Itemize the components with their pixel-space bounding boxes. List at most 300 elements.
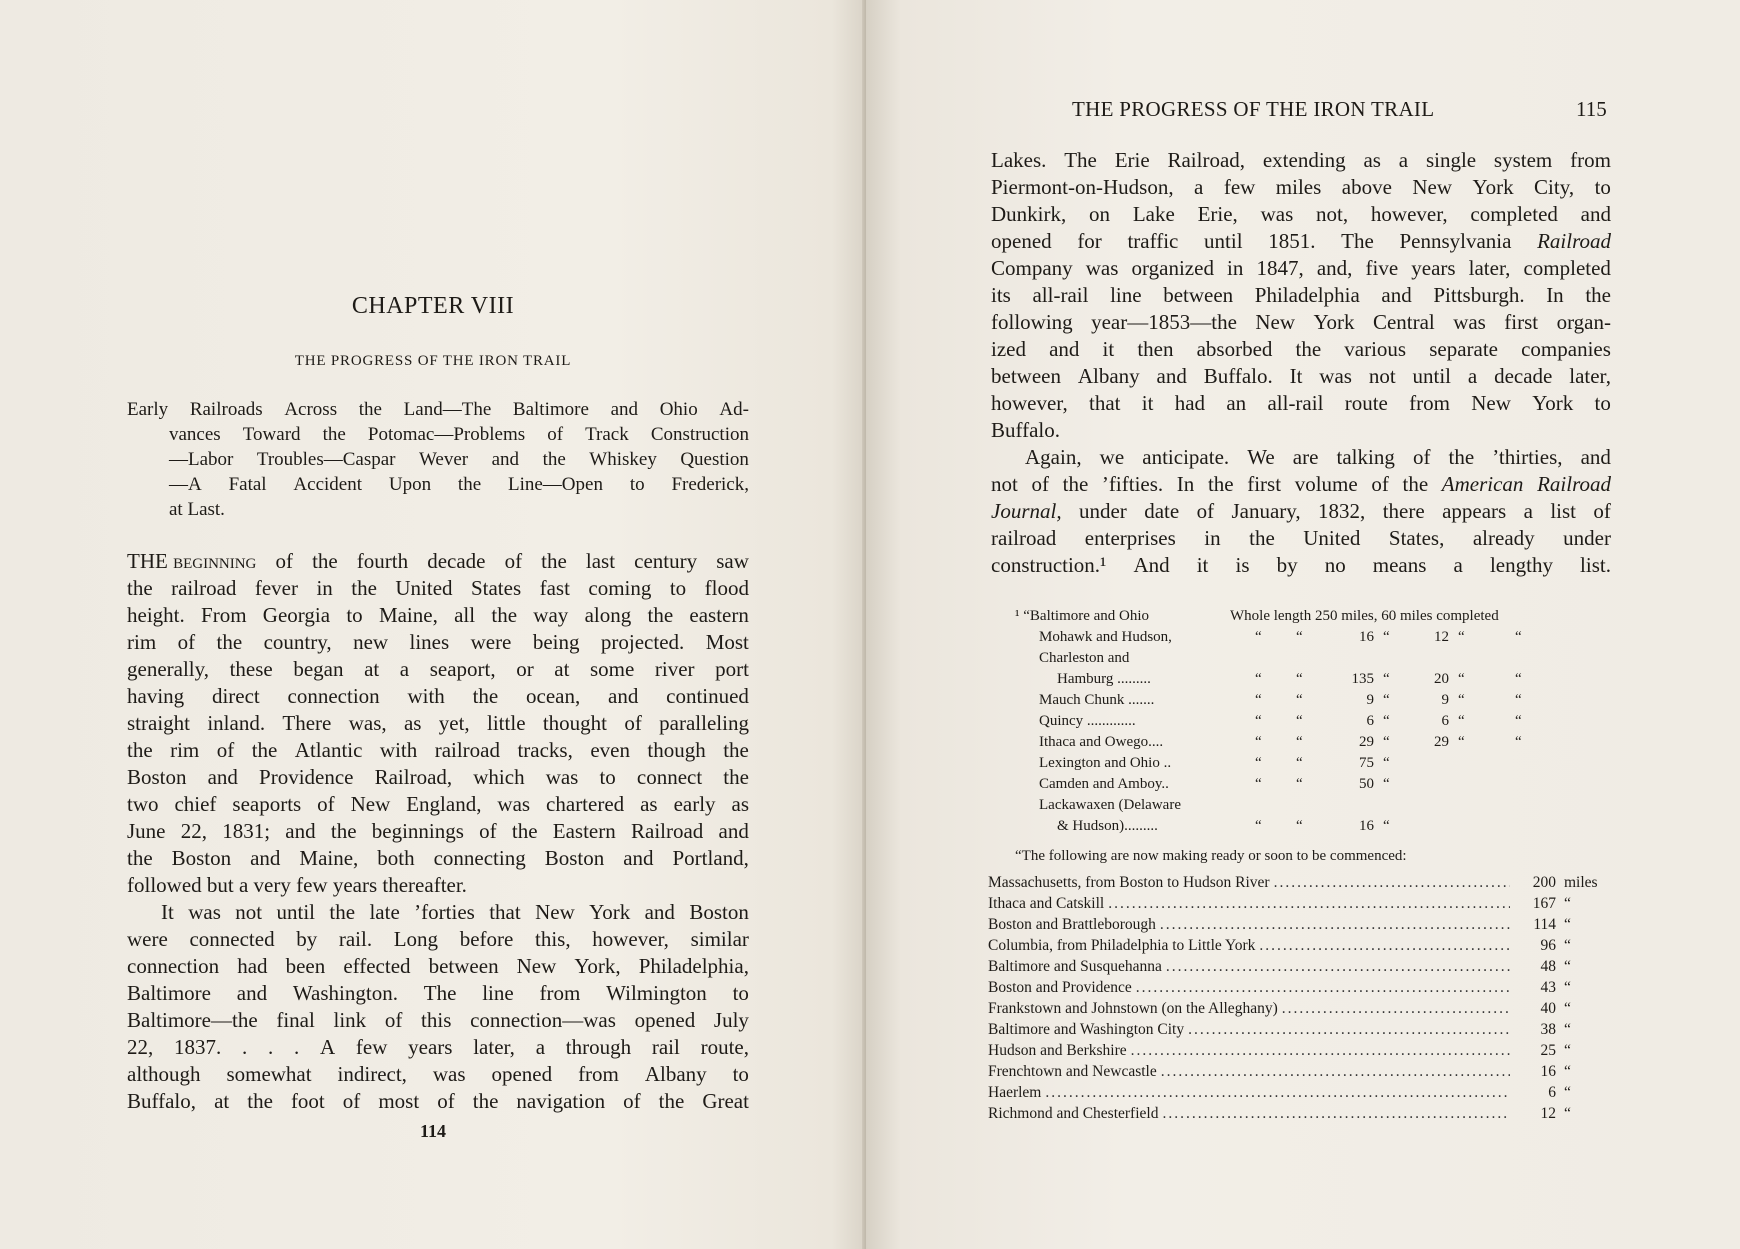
word: Lake: [1132, 202, 1175, 226]
word: York: [589, 900, 631, 924]
synopsis-word: to: [629, 474, 645, 495]
leader-dots: [1188, 1019, 1510, 1040]
word: railroad: [991, 526, 1057, 550]
word: of: [275, 549, 293, 573]
word: 1851.: [1268, 229, 1316, 253]
completed-value: 6: [1441, 713, 1449, 729]
word: absorbed: [1196, 337, 1273, 361]
word: There: [282, 711, 332, 735]
synopsis-word: Whiskey: [589, 449, 657, 470]
word: was: [1453, 310, 1486, 334]
word: the: [247, 1089, 273, 1113]
ditto-mark: “: [1458, 713, 1465, 729]
word: were: [127, 927, 168, 951]
word: this,: [534, 927, 571, 951]
planned-railroad-name: Baltimore and Washington City: [988, 1021, 1185, 1038]
word: seaports: [232, 792, 302, 816]
word: all-rail: [1032, 283, 1089, 307]
word: eastern: [689, 603, 749, 627]
planned-miles-unit: “: [1564, 895, 1571, 912]
word: the: [1585, 283, 1611, 307]
right-text-line: [991, 390, 1611, 417]
word: and: [623, 846, 654, 870]
word: beginnings: [371, 819, 464, 843]
word: And: [1133, 553, 1170, 577]
word: Again,: [1025, 445, 1082, 469]
planned-miles-value: 167: [1532, 895, 1556, 912]
ditto-mark: “: [1458, 734, 1465, 750]
word: The: [423, 981, 457, 1005]
word: lines: [409, 630, 450, 654]
planned-row: [988, 914, 1616, 935]
word: continued: [666, 684, 749, 708]
word: and: [1580, 445, 1611, 469]
railroad-name: & Hudson).........: [1057, 818, 1158, 834]
word: 22,: [180, 819, 207, 843]
word: York: [1313, 310, 1355, 334]
ditto-mark: “: [1515, 629, 1522, 645]
word: United: [1303, 526, 1361, 550]
word: and: [1049, 337, 1080, 361]
word: 1837.: [174, 1035, 222, 1059]
word: connection: [127, 954, 220, 978]
chapter-title: THE PROGRESS OF THE IRON TRAIL: [294, 353, 572, 369]
word: Philadelphia,: [638, 954, 749, 978]
leader-dots: [1274, 872, 1510, 893]
word: Company: [991, 256, 1073, 280]
word: century: [634, 549, 698, 573]
word: through: [565, 1035, 632, 1059]
word: new: [353, 630, 389, 654]
word: inland.: [207, 711, 266, 735]
word: by: [1276, 553, 1298, 577]
right-text-line: [991, 174, 1611, 201]
word: the: [330, 819, 357, 843]
synopsis-word: Toward: [242, 424, 301, 445]
planned-railroad-name: Columbia, from Philadelphia to Little York: [988, 937, 1256, 954]
word: and: [608, 684, 639, 708]
word: miles: [1275, 175, 1322, 199]
word: of: [504, 549, 523, 573]
word: to: [1594, 391, 1611, 415]
word: under: [1563, 526, 1611, 550]
whole-length-value: 6: [1366, 713, 1374, 729]
word: foot: [290, 1089, 325, 1113]
word: 22,: [127, 1035, 154, 1059]
completed-value: 20: [1434, 671, 1449, 687]
word: even: [590, 738, 630, 762]
word: a: [1523, 499, 1533, 523]
word: of: [479, 819, 497, 843]
word: this: [421, 1008, 452, 1032]
word: to: [732, 1062, 749, 1086]
synopsis-word: at Last.: [169, 499, 225, 520]
synopsis-word: Baltimore: [512, 399, 589, 420]
word: connected: [189, 927, 275, 951]
word: .: [268, 1035, 274, 1059]
word: from: [539, 981, 581, 1005]
word: had: [1174, 391, 1206, 415]
planned-railroad-name: Haerlem: [988, 1084, 1042, 1101]
ditto-mark: “: [1255, 818, 1262, 834]
word: ocean,: [526, 684, 581, 708]
word: five: [1365, 256, 1399, 280]
word: the: [1448, 445, 1475, 469]
word: ’fifties.: [1101, 472, 1164, 496]
railroad-name: Charleston and: [1039, 650, 1130, 666]
completed-value: 12: [1434, 629, 1449, 645]
synopsis-word: Line—Open: [507, 474, 603, 495]
word: a: [399, 657, 410, 681]
word: for: [1077, 229, 1102, 253]
word: the: [723, 765, 749, 789]
ditto-mark: “: [1458, 692, 1465, 708]
word: York,: [574, 954, 621, 978]
footnote-header-right: Whole length 250 miles, 60 miles completed: [1230, 608, 1499, 624]
word: City,: [1534, 175, 1575, 199]
planned-railroad-name: Ithaca and Catskill: [988, 895, 1105, 912]
word: States,: [1388, 526, 1445, 550]
word: opened: [991, 229, 1052, 253]
right-text-line: [991, 363, 1611, 390]
word: as: [1363, 148, 1381, 172]
word: appears: [1442, 499, 1507, 523]
ditto-mark: “: [1383, 713, 1390, 729]
right-text-line: [991, 525, 1611, 552]
word: the: [491, 603, 518, 627]
word: indirect,: [337, 1062, 407, 1086]
word: generally,: [127, 657, 210, 681]
word: Atlantic: [294, 738, 363, 762]
word: It: [161, 900, 174, 924]
word: paralleling: [659, 711, 749, 735]
word: between: [428, 954, 499, 978]
planned-railroad-name: Hudson and Berkshire: [988, 1042, 1127, 1059]
left-text-line: [127, 791, 749, 818]
planned-row: [988, 893, 1616, 914]
planned-miles-unit: “: [1564, 1084, 1571, 1101]
planned-miles-unit: “: [1564, 1063, 1571, 1080]
word: both: [377, 846, 415, 870]
word: that: [1089, 391, 1121, 415]
word: country,: [263, 630, 332, 654]
word: New: [1471, 391, 1511, 415]
planned-row: [988, 1040, 1616, 1061]
word: New: [350, 792, 391, 816]
ditto-mark: “: [1255, 629, 1262, 645]
word: and: [250, 846, 281, 870]
word: and: [1580, 202, 1611, 226]
running-head: THE PROGRESS OF THE IRON TRAIL: [1072, 97, 1435, 121]
planned-miles-unit: “: [1564, 937, 1571, 954]
word: Railroad: [631, 819, 704, 843]
word: at: [554, 657, 570, 681]
word: the: [127, 576, 153, 600]
word: A: [320, 1035, 336, 1059]
word: volume: [1294, 472, 1358, 496]
word: enterprises: [1084, 526, 1176, 550]
ditto-mark: “: [1383, 776, 1390, 792]
word: Railroad: [1537, 472, 1611, 496]
word: fever: [254, 576, 298, 600]
word: of: [1031, 472, 1049, 496]
synopsis-word: Upon: [388, 474, 432, 495]
ditto-mark: “: [1296, 671, 1303, 687]
word: already: [1472, 526, 1535, 550]
word: coming: [588, 576, 652, 600]
word: the: [1207, 472, 1234, 496]
word: Most: [705, 630, 749, 654]
word: Erie,: [1197, 202, 1238, 226]
word: a: [1467, 364, 1478, 388]
word: to: [669, 576, 687, 600]
word: Boston: [127, 765, 187, 789]
left-text-line: [127, 575, 749, 602]
planned-miles-value: 16: [1540, 1063, 1556, 1080]
left-text-line: [127, 1007, 749, 1034]
word: yet,: [438, 711, 470, 735]
synopsis-word: Potomac—Problems: [367, 424, 526, 445]
word: United: [395, 576, 453, 600]
word: was: [188, 900, 221, 924]
word: New: [1255, 310, 1295, 334]
word: an: [1226, 391, 1247, 415]
leader-dots: [1166, 956, 1510, 977]
word: ized: [991, 337, 1026, 361]
word: are: [1292, 445, 1319, 469]
word: no: [1324, 553, 1346, 577]
ditto-mark: “: [1255, 755, 1262, 771]
ditto-mark: “: [1383, 629, 1390, 645]
planned-railroad-name: Boston and Brattleborough: [988, 916, 1156, 933]
word: all-rail: [1267, 391, 1324, 415]
word: connection—was: [470, 1008, 616, 1032]
word: last: [585, 549, 616, 573]
word: few: [1223, 175, 1256, 199]
planned-miles-value: 25: [1540, 1042, 1556, 1059]
planned-miles-unit: “: [1564, 958, 1571, 975]
leader-dots: [1136, 977, 1510, 998]
planned-railroad-name: Baltimore and Susquehanna: [988, 958, 1162, 975]
word: talking: [1336, 445, 1395, 469]
left-text-line: [127, 1034, 749, 1061]
footnote-header-left: ¹ “Baltimore and Ohio: [1015, 608, 1150, 624]
word: at: [214, 1089, 230, 1113]
planned-miles-unit: “: [1564, 1105, 1571, 1122]
word: date: [1144, 499, 1180, 523]
synopsis-word: Land—The: [403, 399, 492, 420]
word: were: [470, 630, 512, 654]
word: similar: [690, 927, 749, 951]
planned-miles-unit: miles: [1564, 874, 1598, 891]
word: to: [346, 603, 363, 627]
word: however,: [1370, 202, 1448, 226]
word: completed: [1523, 256, 1611, 280]
word: route,: [700, 1035, 749, 1059]
word: tracks,: [517, 738, 573, 762]
right-text-line: [991, 201, 1611, 228]
word: a: [1453, 553, 1463, 577]
word: traffic: [1127, 229, 1179, 253]
word: system: [1493, 148, 1553, 172]
synopsis-line: [169, 497, 749, 522]
left-text-line: [127, 683, 749, 710]
word: fast: [539, 576, 570, 600]
word: Great: [702, 1089, 749, 1113]
word: of: [623, 1089, 641, 1113]
word: the: [1402, 472, 1429, 496]
ditto-mark: “: [1383, 755, 1390, 771]
word: Baltimore—the: [127, 1008, 258, 1032]
word: Albany: [1077, 364, 1140, 388]
word: in: [316, 576, 333, 600]
synopsis-word: Wever: [419, 449, 469, 470]
planned-miles-value: 43: [1540, 979, 1556, 996]
planned-row: [988, 1061, 1616, 1082]
synopsis-word: Construction: [650, 424, 749, 445]
railroad-name: Mauch Chunk .......: [1039, 692, 1155, 708]
word: of: [384, 1008, 403, 1032]
chapter-number: CHAPTER VIII: [351, 293, 515, 319]
planned-miles-unit: “: [1564, 979, 1571, 996]
word: height.: [127, 603, 185, 627]
word: We: [1247, 445, 1275, 469]
word: New: [1412, 175, 1453, 199]
word: Eastern: [552, 819, 616, 843]
word: 1847,: [1256, 256, 1304, 280]
word: along: [584, 603, 632, 627]
word: New: [516, 954, 557, 978]
word: Portland,: [672, 846, 749, 870]
ditto-mark: “: [1515, 713, 1522, 729]
word: however,: [592, 927, 669, 951]
word: decade: [1494, 364, 1553, 388]
word: river: [654, 657, 695, 681]
word: The: [1341, 229, 1374, 253]
word: following: [991, 310, 1073, 334]
planned-miles-value: 12: [1540, 1105, 1556, 1122]
word: Lakes.: [991, 148, 1047, 172]
word: then: [1137, 337, 1174, 361]
word: railroad: [434, 738, 500, 762]
left-text-line: [127, 980, 749, 1007]
synopsis-word: Frederick,: [671, 474, 749, 495]
ditto-mark: “: [1515, 734, 1522, 750]
word: list.: [1580, 553, 1611, 577]
word: thought: [542, 711, 608, 735]
word: .: [242, 1035, 248, 1059]
left-text-line: [127, 602, 749, 629]
word: its: [991, 283, 1011, 307]
planned-railroad-name: Richmond and Chesterfield: [988, 1105, 1159, 1122]
synopsis-line: [169, 472, 749, 497]
word: of: [177, 630, 196, 654]
word: Dunkirk,: [991, 202, 1067, 226]
synopsis-word: Ad-: [719, 399, 749, 420]
ditto-mark: “: [1296, 734, 1303, 750]
word: completed: [1470, 202, 1558, 226]
left-text-line: [127, 710, 749, 737]
ditto-mark: “: [1255, 734, 1262, 750]
leader-dots: [1045, 1082, 1510, 1103]
word: the: [127, 846, 153, 870]
ditto-mark: “: [1515, 692, 1522, 708]
word: June: [127, 819, 166, 843]
word: Buffalo.: [1203, 364, 1273, 388]
planned-row: [988, 1103, 1616, 1124]
right-text-line: [991, 309, 1611, 336]
word: was: [1260, 202, 1294, 226]
word: the: [658, 1089, 685, 1113]
word: England,: [406, 792, 482, 816]
word: rail.: [338, 927, 373, 951]
word: Providence: [259, 765, 354, 789]
ditto-mark: “: [1458, 629, 1465, 645]
word: Boston: [689, 900, 749, 924]
word: the: [723, 738, 749, 762]
synopsis-word: vances: [169, 424, 221, 445]
word: July: [713, 1008, 749, 1032]
word: not: [235, 900, 263, 924]
word: January,: [1231, 499, 1301, 523]
synopsis-word: Fatal: [228, 474, 267, 495]
railroad-name: Camden and Amboy..: [1039, 776, 1169, 792]
word: Maine,: [299, 846, 359, 870]
word: late: [369, 900, 400, 924]
word: of: [1196, 499, 1215, 523]
word: single: [1425, 148, 1477, 172]
word: and: [1381, 283, 1412, 307]
ditto-mark: “: [1255, 713, 1262, 729]
word: organ-: [1556, 310, 1611, 334]
planned-railroads-list: [988, 872, 1616, 1124]
word: from: [1409, 391, 1450, 415]
word: In: [1546, 283, 1564, 307]
word: anticipate.: [1142, 445, 1230, 469]
word: between: [1163, 283, 1234, 307]
planned-row: [988, 1019, 1616, 1040]
planned-row: [988, 1082, 1616, 1103]
synopsis-word: Troubles—Caspar: [256, 449, 396, 470]
ditto-mark: “: [1296, 755, 1303, 771]
word: later,: [1569, 364, 1611, 388]
word: line: [1110, 283, 1142, 307]
word: two: [127, 792, 159, 816]
word: Wilmington: [606, 981, 707, 1005]
word: straight: [127, 711, 190, 735]
word: though: [647, 738, 706, 762]
word: as: [403, 711, 422, 735]
left-text-line: [127, 1088, 749, 1115]
planned-miles-unit: “: [1564, 916, 1571, 933]
left-text-line: [127, 953, 749, 980]
word: final: [276, 1008, 315, 1032]
word: rim: [170, 738, 200, 762]
word: York: [1472, 175, 1514, 199]
word: flood: [704, 576, 749, 600]
page-number-right: 115: [1576, 97, 1607, 121]
word: from: [1570, 148, 1611, 172]
planned-row: [988, 956, 1616, 977]
right-body-text: [991, 147, 1611, 579]
synopsis-word: the: [322, 424, 346, 445]
word: Long: [393, 927, 439, 951]
ditto-mark: “: [1383, 818, 1390, 834]
railroad-name: Quincy .............: [1039, 713, 1136, 729]
synopsis-word: Track: [585, 424, 629, 445]
word: connection: [287, 684, 380, 708]
ditto-mark: “: [1383, 671, 1390, 687]
